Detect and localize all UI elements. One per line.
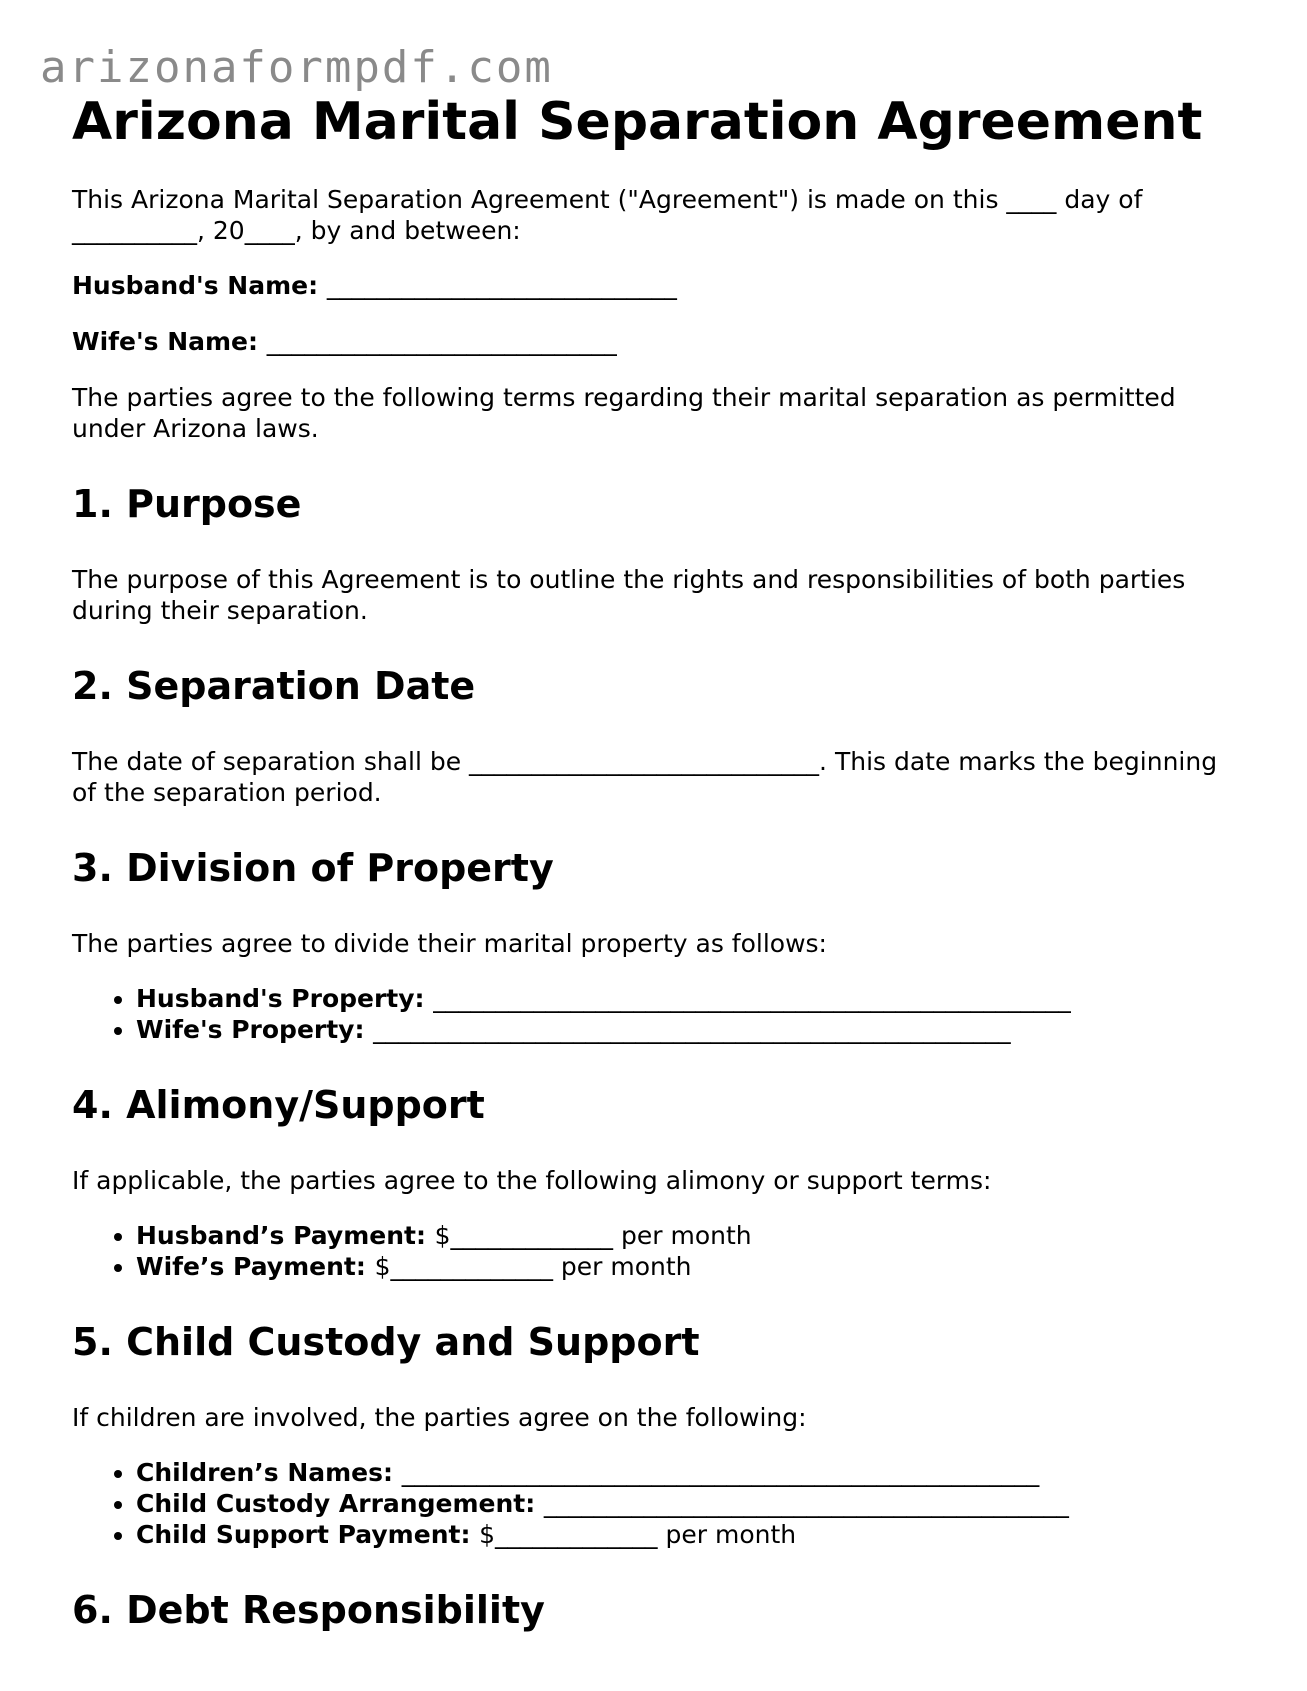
alimony-list	[72, 1220, 1232, 1282]
husband-property-label: Husband's Property:	[136, 984, 434, 1013]
wife-name-label: Wife's Name:	[72, 327, 267, 356]
list-item[interactable]	[136, 1457, 1232, 1488]
document	[72, 90, 1232, 1670]
wife-payment-blank[interactable]: $_____________ per month	[374, 1252, 692, 1281]
children-text: If children are involved, the parties agree on the following:	[72, 1403, 807, 1432]
children-names-blank[interactable]: ___________________________________________________	[401, 1458, 1040, 1487]
list-item[interactable]	[136, 1220, 1232, 1251]
wife-property-blank[interactable]: ___________________________________________________	[373, 1015, 1011, 1044]
wife-name-blank[interactable]: ____________________________	[266, 327, 617, 356]
section-heading-children: 5. Child Custody and Support	[72, 1320, 700, 1364]
section-heading-debt: 6. Debt Responsibility	[72, 1588, 545, 1632]
section-heading-property: 3. Division of Property	[72, 846, 554, 890]
custody-arrangement-blank[interactable]: __________________________________________	[543, 1489, 1069, 1518]
child-support-blank[interactable]: $_____________ per month	[479, 1520, 797, 1549]
wife-payment-label: Wife’s Payment:	[136, 1252, 375, 1281]
list-item[interactable]	[136, 983, 1232, 1014]
purpose-text: The purpose of this Agreement is to outline the rights and responsibilities of both parties during their separation.	[72, 565, 1186, 625]
wife-name-field[interactable]	[72, 326, 1232, 357]
husband-property-blank[interactable]: ___________________________________________________	[433, 984, 1071, 1013]
section-heading-purpose: 1. Purpose	[72, 482, 302, 526]
custody-arrangement-label: Child Custody Arrangement:	[136, 1489, 544, 1518]
list-item[interactable]	[136, 1014, 1232, 1045]
husband-payment-label: Husband’s Payment:	[136, 1221, 435, 1250]
property-list	[72, 983, 1232, 1045]
section-heading-alimony: 4. Alimony/Support	[72, 1083, 485, 1127]
intro-paragraph: This Arizona Marital Separation Agreement ("Agreement") is made on this ____ day of __________, 20____, by and between:	[72, 185, 1143, 245]
husband-name-blank[interactable]: ____________________________	[326, 271, 677, 300]
separation-date-text: The date of separation shall be ____________________________. This date marks the beginning of the separation period.	[72, 747, 1218, 807]
children-names-label: Children’s Names:	[136, 1458, 402, 1487]
property-text: The parties agree to divide their marital property as follows:	[72, 929, 827, 958]
husband-name-label: Husband's Name:	[72, 271, 327, 300]
wife-property-label: Wife's Property:	[136, 1015, 374, 1044]
document-title: Arizona Marital Separation Agreement	[72, 92, 1203, 152]
section-heading-separation-date: 2. Separation Date	[72, 664, 476, 708]
husband-payment-blank[interactable]: $_____________ per month	[434, 1221, 752, 1250]
husband-name-field[interactable]	[72, 270, 1232, 301]
list-item[interactable]	[136, 1251, 1232, 1282]
child-support-label: Child Support Payment:	[136, 1520, 480, 1549]
watermark: arizonaformpdf.com	[40, 42, 553, 93]
list-item[interactable]	[136, 1519, 1232, 1550]
list-item[interactable]	[136, 1488, 1232, 1519]
terms-intro: The parties agree to the following terms regarding their marital separation as permitted under Arizona laws.	[72, 383, 1176, 443]
alimony-text: If applicable, the parties agree to the following alimony or support terms:	[72, 1166, 992, 1195]
children-list	[72, 1457, 1232, 1550]
